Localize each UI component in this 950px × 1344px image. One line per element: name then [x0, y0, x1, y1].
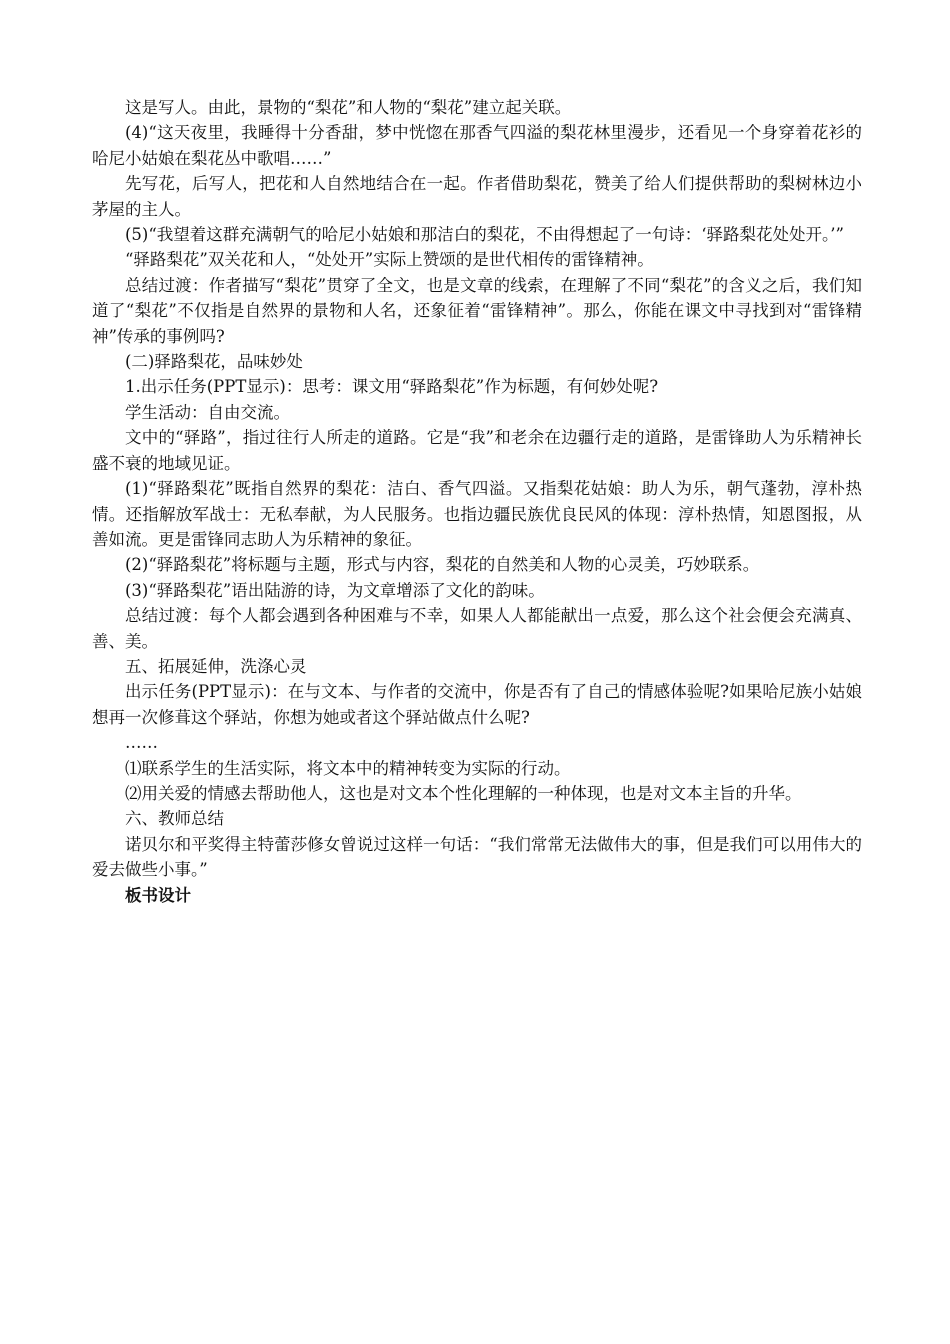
document-body — [92, 95, 862, 908]
paragraph: (4)“这天夜里，我睡得十分香甜，梦中恍惚在那香气四溢的梨花林里漫步，还看见一个身穿着花衫的哈尼小姑娘在梨花丛中歌唱……” — [92, 123, 862, 168]
paragraph: 总结过渡：作者描写“梨花”贯穿了全文，也是文章的线索，在理解了不同“梨花”的含义之后，我们知道了“梨花”不仅指是自然界的景物和人名，还象征着“雷锋精神”。那么，你能在课文中寻找到对“雷锋精神”传承的事例吗? — [92, 275, 862, 346]
section-heading: 六、教师总结 — [125, 809, 224, 829]
paragraph: 文中的“驿路”，指过往行人所走的道路。它是“我”和老余在边疆行走的道路，是雷锋助人为乐精神长盛不衰的地域见证。 — [92, 428, 862, 473]
section-heading: (二)驿路梨花，品味妙处 — [125, 352, 303, 372]
section-heading: 五、拓展延伸，洗涤心灵 — [125, 656, 307, 676]
paragraph: 出示任务(PPT显示)：在与文本、与作者的交流中，你是否有了自己的情感体验呢?如果哈尼族小姑娘想再一次修葺这个驿站，你想为她或者这个驿站做点什么呢? — [92, 682, 862, 727]
paragraph: (1)“驿路梨花”既指自然界的梨花：洁白、香气四溢。又指梨花姑娘：助人为乐，朝气蓬勃，淳朴热情。还指解放军战士：无私奉献，为人民服务。也指边疆民族优良民风的体现：淳朴热情，知恩图报，从善如流。更是雷锋同志助人为乐精神的象征。 — [92, 479, 862, 549]
paragraph: 学生活动：自由交流。 — [125, 402, 290, 422]
paragraph: 诺贝尔和平奖得主特蕾莎修女曾说过这样一句话：“我们常常无法做伟大的事，但是我们可以用伟大的爱去做些小事。” — [92, 834, 862, 880]
ellipsis: …… — [125, 733, 158, 753]
paragraph: 总结过渡：每个人都会遇到各种困难与不幸，如果人人都能献出一点爱，那么这个社会便会充满真、善、美。 — [92, 606, 862, 651]
paragraph: 这是写人。由此，景物的“梨花”和人物的“梨花”建立起关联。 — [125, 98, 572, 117]
paragraph: (5)“我望着这群充满朝气的哈尼小姑娘和那洁白的梨花，不由得想起了一句诗：‘驿路梨花处处开。’” — [125, 225, 844, 245]
paragraph: 先写花，后写人，把花和人自然地结合在一起。作者借助梨花，赞美了给人们提供帮助的梨树林边小茅屋的主人。 — [92, 174, 862, 219]
board-design-heading: 板书设计 — [125, 885, 191, 905]
paragraph: “驿路梨花”双关花和人，“处处开”实际上赞颂的是世代相传的雷锋精神。 — [125, 250, 654, 270]
paragraph: (3)“驿路梨花”语出陆游的诗，为文章增添了文化的韵味。 — [125, 580, 545, 600]
paragraph: ⑵用关爱的情感去帮助他人，这也是对文本个性化理解的一种体现，也是对文本主旨的升华。 — [125, 783, 802, 803]
paragraph: 1.出示任务(PPT显示)：思考：课文用“驿路梨花”作为标题，有何妙处呢? — [125, 377, 659, 397]
paragraph: (2)“驿路梨花”将标题与主题，形式与内容，梨花的自然美和人物的心灵美，巧妙联系。 — [125, 555, 760, 575]
paragraph: ⑴联系学生的生活实际，将文本中的精神转变为实际的行动。 — [125, 758, 571, 778]
